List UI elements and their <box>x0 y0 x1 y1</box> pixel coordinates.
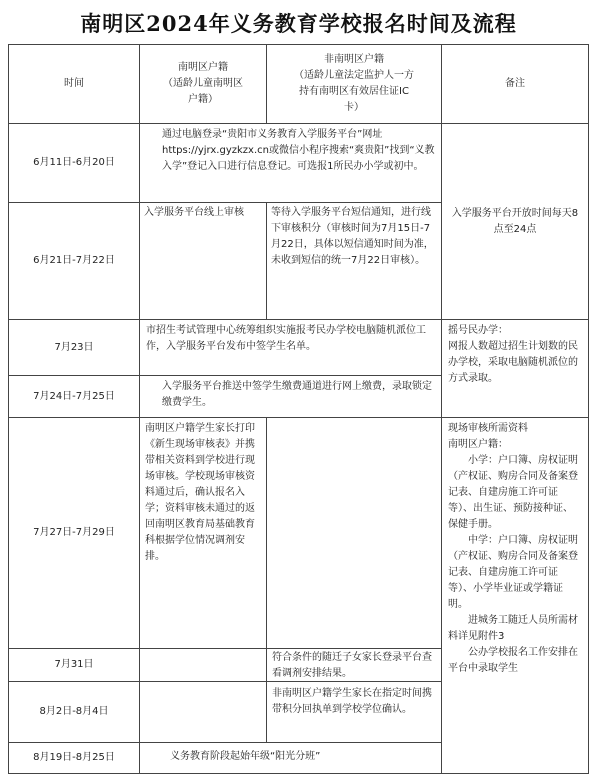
row3-time: 7月23日 <box>8 319 140 376</box>
row3-content: 市招生考试管理中心统筹组织实施报考民办学校电脑随机派位工作，入学服务平台发布中签学生名单。 <box>139 319 442 376</box>
row5-local: 南明区户籍学生家长打印《新生现场审核表》并携带相关资料到学校进行现场审核。学校现场审核资料通过后，确认报名入学；资料审核未通过的返回南明区教育局基础教育科根据学位情况调剂安排。 <box>139 417 267 649</box>
row1-content: 通过电脑登录“贵阳市义务教育入学服务平台”网址https://yjrx.gyzkzx.cn或微信小程序搜索“爽贵阳”找到“义教入学”登记入口进行信息登记。可选报1所民办小学或初中。 <box>139 123 442 203</box>
row2-time: 6月21日-7月22日 <box>8 202 140 320</box>
page-title: 南明区2024年义务教育学校报名时间及流程 <box>80 11 517 36</box>
row4-content: 入学服务平台推送中签学生缴费通道进行网上缴费，录取锁定缴费学生。 <box>139 375 442 418</box>
remark-private-school-lottery: 摇号民办学： 网报人数超过招生计划数的民办学校，采取电脑随机派位的方式录取。 <box>441 319 589 418</box>
remark-review-materials: 现场审核所需资料 南明区户籍： 小学：户口簿、房权证明（产权证、购房合同及备案登记表、自建房施工许可证等）、出生证、预防接种证、保健手册。 中学：户口簿、房权证明（产权证、购房合同及备案登记表、自建房施工许可证等）、小学毕业证或学籍证明。 进城务工随迁人员所需材料详见附件3 公办学校报名工作安排在平台中录取学生 <box>441 417 589 774</box>
row2-nonlocal: 等待入学服务平台短信通知，进行线下审核积分（审核时间为7月15日-7月22日，具体以短信通知时间为准，未收到短信的统一7月22日审核）。 <box>266 202 442 320</box>
remark-platform-hours: 入学服务平台开放时间每天8点至24点 <box>441 123 589 320</box>
row6-nonlocal: 符合条件的随迁子女家长登录平台查看调剂安排结果。 <box>266 648 442 682</box>
header-nonlocal-household: 非南明区户籍 （适龄儿童法定监护人一方 持有南明区有效居住证IC 卡） <box>266 44 442 124</box>
row6-local-empty <box>139 648 267 682</box>
row5-nonlocal-empty <box>266 417 442 649</box>
row8-content: 义务教育阶段起始年级“阳光分班” <box>139 742 442 774</box>
header-time: 时间 <box>8 44 140 124</box>
row2-local: 入学服务平台线上审核 <box>139 202 267 320</box>
header-local-household: 南明区户籍 （适龄儿童南明区 户籍） <box>139 44 267 124</box>
row7-time: 8月2日-8月4日 <box>8 681 140 743</box>
row5-time: 7月27日-7月29日 <box>8 417 140 649</box>
header-remark: 备注 <box>441 44 589 124</box>
row6-time: 7月31日 <box>8 648 140 682</box>
row8-time: 8月19日-8月25日 <box>8 742 140 774</box>
row4-time: 7月24日-7月25日 <box>8 375 140 418</box>
row1-time: 6月11日-6月20日 <box>8 123 140 203</box>
row7-nonlocal: 非南明区户籍学生家长在指定时间携带积分回执单到学校学位确认。 <box>266 681 442 743</box>
row7-local-empty <box>139 681 267 743</box>
